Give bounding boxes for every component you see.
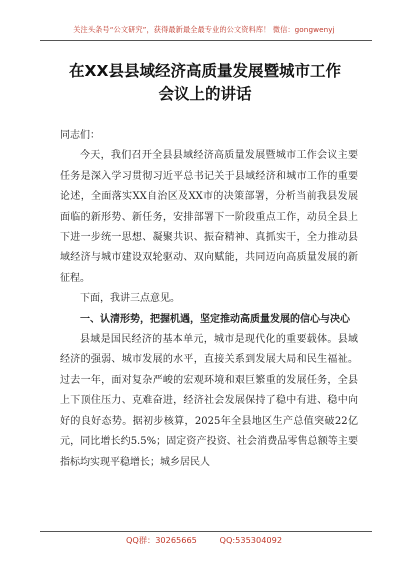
footer-contact: [0, 535, 408, 546]
header-divider: [40, 40, 372, 41]
title-line-2: 会议上的讲话: [158, 85, 252, 103]
document-body: [60, 126, 358, 473]
section-heading-1: 一、认清形势，把握机遇，坚定推动高质量发展的信心与决心: [80, 313, 350, 325]
paragraph-situation: 县域是国民经济的基本单元，城市是现代化的重要载体。县域经济的强弱、城市发展的水平，直接关系到发展大局和民生福祉。过去一年，面对复杂严峻的宏观环境和艰巨繁重的发展任务，全县上下顶住压力、克难奋进，经济社会发展保持了稳中有进、稳中向好的良好态势。据初步核算，2025年全县地区生产总值突破22亿元，同比增长约5.5%；固定资产投资、社会消费品零售总额等主要指标均实现平稳增长；城乡居民人: [60, 334, 358, 468]
salutation: 同志们：: [60, 130, 100, 141]
header-promo-note: 关注头条号“公文研究”，获得最新最全最专业的公文资料库！ 微信：gongwenyj: [73, 25, 335, 34]
title-line-1: 在XX县县域经济高质量发展暨城市工作: [69, 62, 341, 80]
footer-divider: [40, 531, 372, 532]
document-title: [36, 60, 374, 106]
paragraph-intro: 今天，我们召开全县县域经济高质量发展暨城市工作会议主要任务是深入学习贯彻习近平总书记关于县域经济和城市工作的重要论述，全面落实XX自治区及XX市的决策部署，分析当前我县发展面临的新形势、新任务，安排部署下一阶段重点工作，动员全县上下进一步统一思想、凝聚共识、振奋精神、真抓实干，全力推动县域经济与城市建设双轮驱动、双向赋能，共同迈向高质量发展的新征程。: [60, 150, 358, 284]
footer-qq-group: QQ群：30265665: [125, 535, 197, 545]
paragraph-outline: 下面，我讲三点意见。: [80, 293, 180, 305]
footer-qq: QQ:535304092: [219, 535, 283, 545]
